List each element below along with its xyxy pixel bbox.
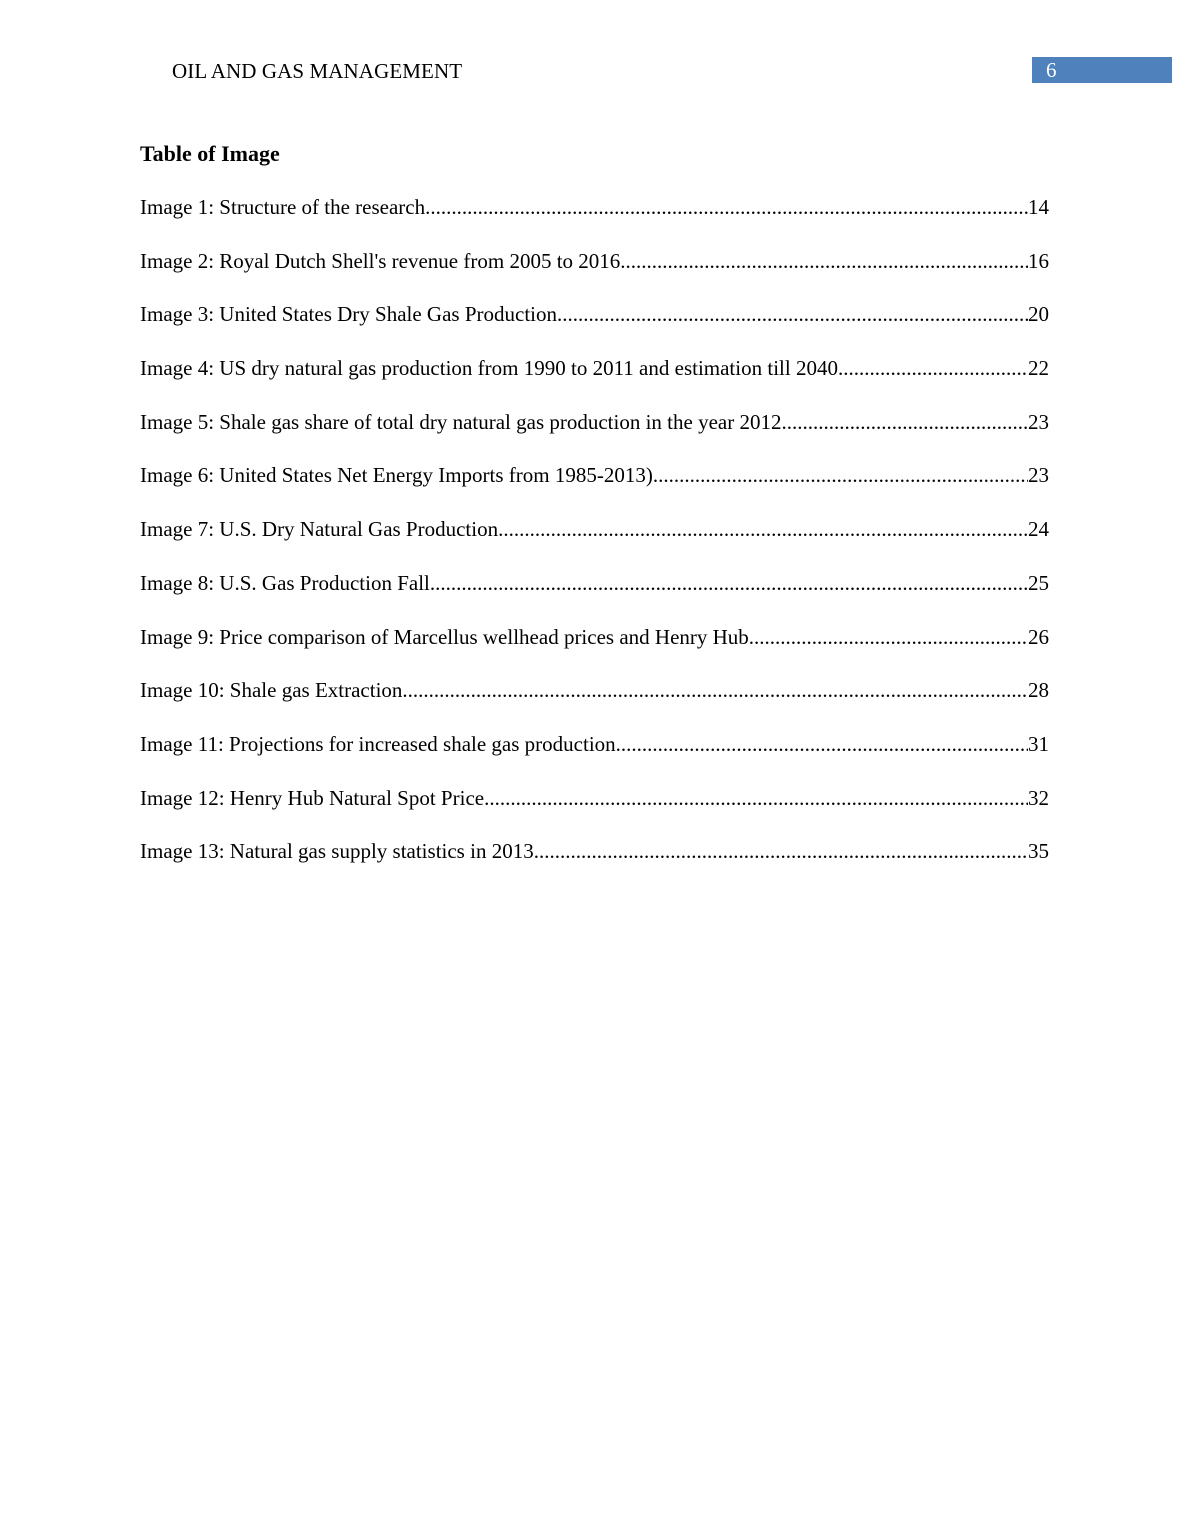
toc-entry[interactable]	[140, 301, 1049, 355]
toc-heading: Table of Image	[140, 141, 280, 166]
toc-dot-leader	[484, 785, 1028, 811]
toc-entry-title: Image 4: US dry natural gas production from 1990 to 2011 and estimation till 2040	[140, 356, 838, 381]
toc-entry-title: Image 9: Price comparison of Marcellus wellhead prices and Henry Hub	[140, 624, 749, 649]
page-number-box	[1032, 57, 1172, 83]
toc-dot-leader	[653, 462, 1028, 488]
toc-entry[interactable]	[140, 838, 1049, 892]
toc-dot-leader	[402, 677, 1028, 703]
toc-entry-page: 31	[1028, 731, 1049, 756]
toc-entry-page: 23	[1028, 463, 1049, 488]
toc-entry[interactable]	[140, 731, 1049, 785]
toc-entry-title: Image 11: Projections for increased shale gas production	[140, 731, 616, 756]
toc-entry[interactable]	[140, 462, 1049, 516]
toc-entry-page: 14	[1028, 195, 1049, 219]
toc-entry-title: Image 1: Structure of the research	[140, 195, 426, 219]
toc-entry-title: Image 5: Shale gas share of total dry natural gas production in the year 2012	[140, 409, 782, 434]
running-head: OIL AND GAS MANAGEMENT	[172, 59, 463, 83]
toc-entry-page: 25	[1028, 570, 1049, 595]
toc-entry[interactable]	[140, 194, 1049, 248]
toc-dot-leader	[534, 838, 1028, 864]
toc-entry-title: Image 2: Royal Dutch Shell's revenue from 2005 to 2016	[140, 248, 621, 273]
toc-entry[interactable]	[140, 677, 1049, 731]
toc-list	[140, 194, 1049, 892]
toc-dot-leader	[498, 516, 1028, 542]
toc-entry-page: 24	[1028, 517, 1049, 542]
toc-dot-leader	[425, 194, 1028, 220]
toc-entry-title: Image 7: U.S. Dry Natural Gas Production	[140, 517, 499, 542]
toc-dot-leader	[616, 731, 1028, 757]
toc-entry[interactable]	[140, 570, 1049, 624]
toc-dot-leader	[430, 570, 1028, 596]
toc-entry-page: 32	[1028, 785, 1049, 810]
toc-dot-leader	[557, 301, 1028, 327]
toc-dot-leader	[781, 409, 1028, 435]
toc-entry-title: Image 12: Henry Hub Natural Spot Price	[140, 785, 485, 810]
toc-entry-page: 16	[1028, 248, 1049, 273]
toc-entry[interactable]	[140, 409, 1049, 463]
toc-dot-leader	[749, 624, 1028, 650]
toc-entry[interactable]	[140, 516, 1049, 570]
toc-entry[interactable]	[140, 785, 1049, 839]
toc-entry-page: 20	[1028, 302, 1049, 327]
toc-entry-title: Image 13: Natural gas supply statistics in 2013	[140, 839, 534, 864]
toc-dot-leader	[620, 248, 1028, 274]
toc-entry-title: Image 10: Shale gas Extraction	[140, 678, 403, 703]
toc-entry-page: 26	[1028, 624, 1049, 649]
toc-entry-title: Image 8: U.S. Gas Production Fall	[140, 570, 430, 595]
toc-entry[interactable]	[140, 624, 1049, 678]
toc-entry-page: 28	[1028, 678, 1049, 703]
page-number: 6	[1046, 58, 1057, 82]
toc-entry-page: 35	[1028, 839, 1049, 864]
toc-entry-title: Image 3: United States Dry Shale Gas Production	[140, 302, 558, 327]
toc-entry-page: 23	[1028, 409, 1049, 434]
toc-dot-leader	[838, 355, 1028, 381]
toc-entry-page: 22	[1028, 356, 1049, 381]
toc-entry[interactable]	[140, 248, 1049, 302]
toc-entry-title: Image 6: United States Net Energy Imports from 1985-2013)	[140, 463, 653, 488]
toc-entry[interactable]	[140, 355, 1049, 409]
